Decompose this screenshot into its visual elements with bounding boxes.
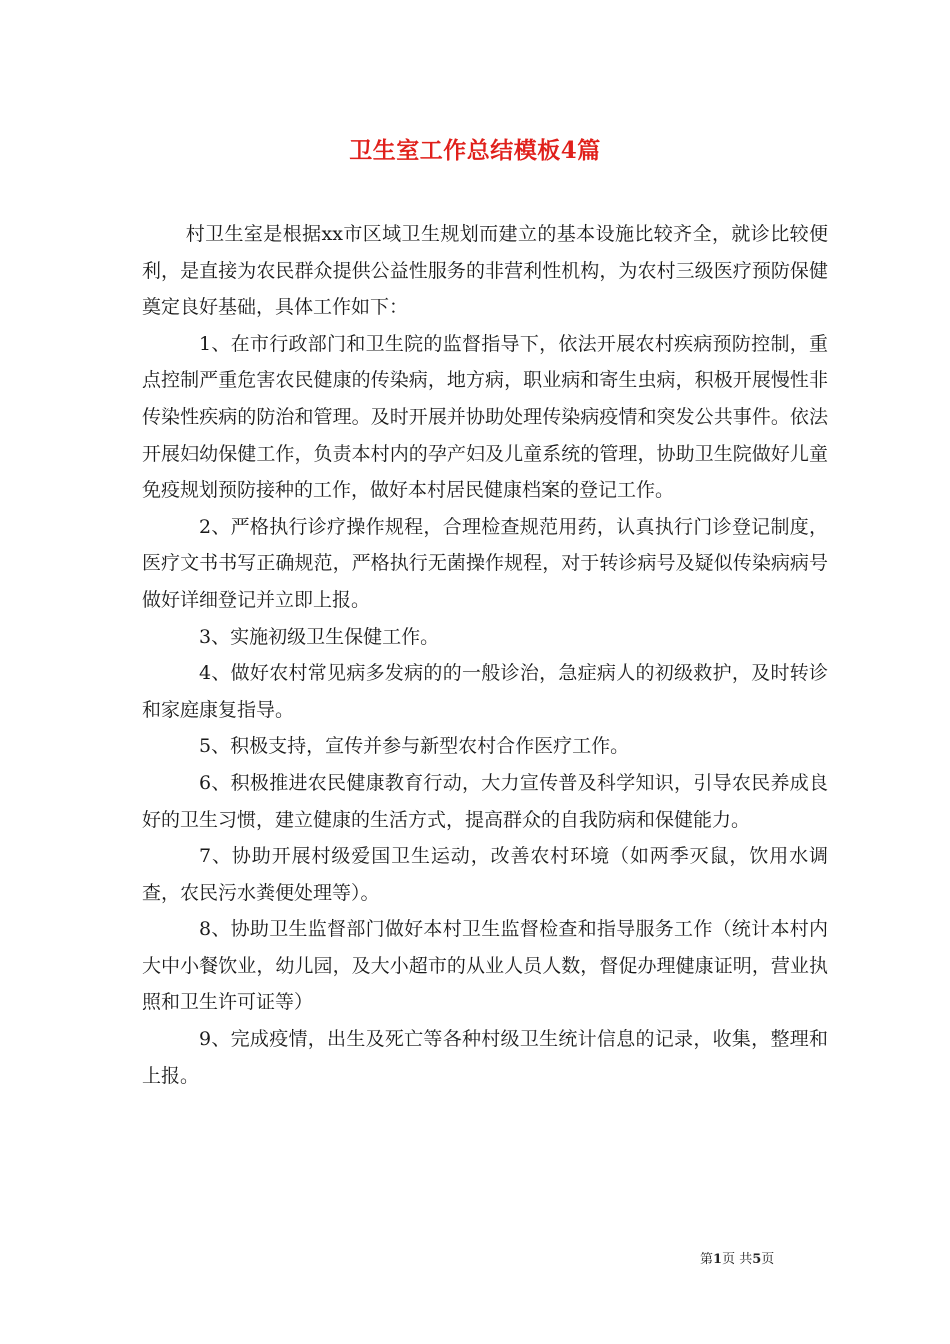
document-body xyxy=(142,216,828,1094)
total-page-number: 5 xyxy=(752,1252,762,1267)
item-paragraph-8: 8、协助卫生监督部门做好本村卫生监督检查和指导服务工作（统计本村内大中小餐饮业，幼儿园，及大小超市的从业人员人数，督促办理健康证明，营业执照和卫生许可证等） xyxy=(142,918,828,1014)
item-paragraph-7: 7、协助开展村级爱国卫生运动，改善农村环境（如两季灭鼠，饮用水调查，农民污水粪便处理等）。 xyxy=(142,845,828,904)
item-paragraph-5: 5、积极支持，宣传并参与新型农村合作医疗工作。 xyxy=(199,735,630,758)
footer-prefix: 第 xyxy=(700,1252,714,1267)
document-title: 卫生室工作总结模板4篇 xyxy=(349,137,601,164)
item-paragraph-9: 9、完成疫情，出生及死亡等各种村级卫生统计信息的记录，收集，整理和上报。 xyxy=(142,1028,828,1087)
footer-middle: 页 共 xyxy=(722,1252,753,1267)
intro-paragraph: 村卫生室是根据xx市区域卫生规划而建立的基本设施比较齐全，就诊比较便利，是直接为农民群众提供公益性服务的非营利性机构，为农村三级医疗预防保健奠定良好基础，具体工作如下： xyxy=(142,223,828,319)
item-paragraph-2: 2、严格执行诊疗操作规程，合理检查规范用药，认真执行门诊登记制度，医疗文书书写正确规范，严格执行无菌操作规程，对于转诊病号及疑似传染病病号做好详细登记并立即上报。 xyxy=(142,515,828,611)
item-paragraph-6: 6、积极推进农民健康教育行动，大力宣传普及科学知识，引导农民养成良好的卫生习惯，建立健康的生活方式，提高群众的自我防病和保健能力。 xyxy=(142,771,828,831)
item-paragraph-1: 1、在市行政部门和卫生院的监督指导下，依法开展农村疾病预防控制，重点控制严重危害农民健康的传染病，地方病，职业病和寄生虫病，积极开展慢性非传染性疾病的防治和管理。及时开展并协助处理传染病疫情和突发公共事件。依法开展妇幼保健工作，负责本村内的孕产妇及儿童系统的管理，协助卫生院做好儿童免疫规划预防接种的工作，做好本村居民健康档案的登记工作。 xyxy=(142,332,828,502)
current-page-number: 1 xyxy=(713,1252,723,1267)
footer-suffix: 页 xyxy=(761,1252,775,1267)
item-paragraph-3: 3、实施初级卫生保健工作。 xyxy=(199,625,440,648)
page-footer xyxy=(700,1248,820,1267)
item-paragraph-4: 4、做好农村常见病多发病的的一般诊治，急症病人的初级救护，及时转诊和家庭康复指导。 xyxy=(142,662,828,721)
